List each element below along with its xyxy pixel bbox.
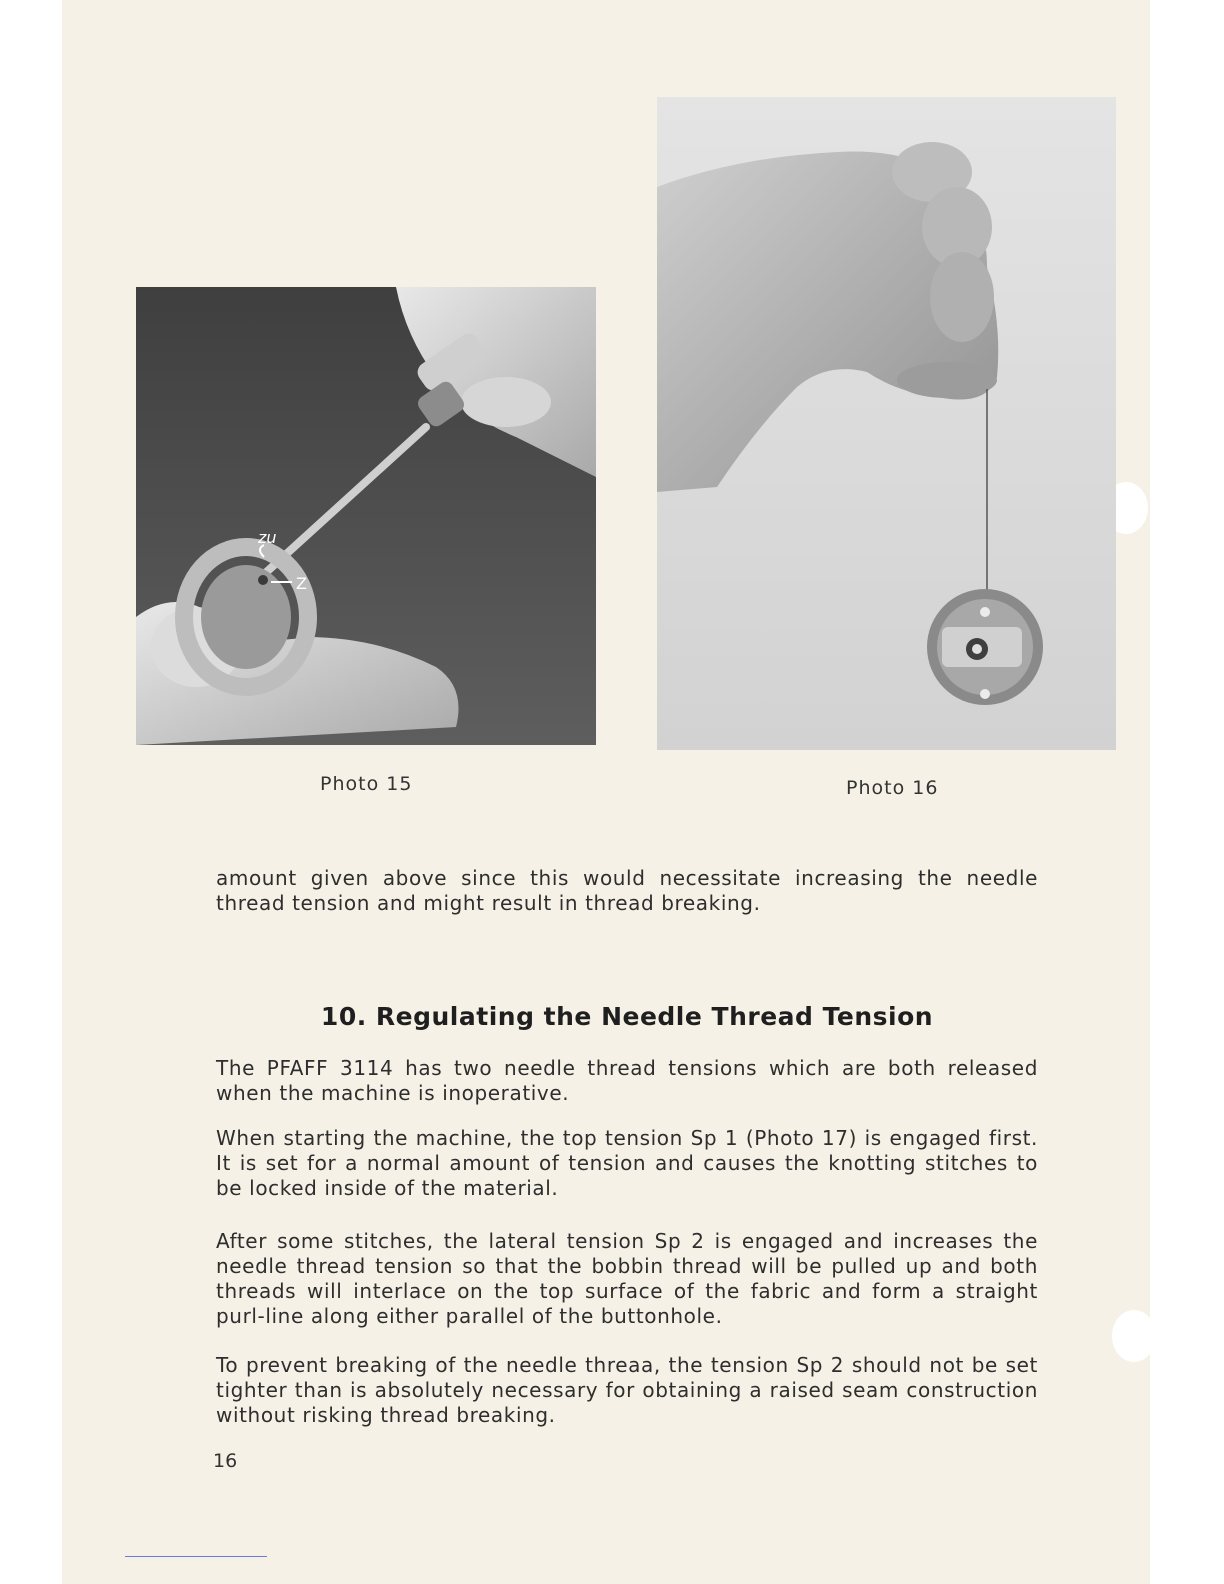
label-zu: zu (258, 528, 277, 547)
section-heading: 10. Regulating the Needle Thread Tension (320, 1002, 934, 1031)
page-number: 16 (213, 1450, 238, 1472)
hand-bobbin-case-illustration (657, 97, 1116, 750)
photo-15-image (136, 287, 596, 745)
section-paragraph: To prevent breaking of the needle threaa, the tension Sp 2 should not be set tighter than is absolutely necessary for obtaining a raised seam construction without risking thread breaking. (216, 1353, 1038, 1427)
section-paragraph: The PFAFF 3114 has two needle thread tensions which are both released when the machine is inoperative. (216, 1056, 1038, 1105)
section-paragraph: After some stitches, the lateral tension Sp 2 is engaged and increases the needle thread tension so that the bobbin thread will be pulled up and both threads will interlace on the top surface of the fabric and form a straight purl-line along either parallel of the buttonhole. (216, 1229, 1038, 1328)
binder-hole (1112, 1310, 1156, 1362)
screwdriver-bobbin-case-illustration (136, 287, 596, 745)
footer-rule (125, 1556, 267, 1557)
intro-paragraph: amount given above since this would necessitate increasing the needle thread tension and might result in thread breaking. (216, 866, 1038, 915)
photo-16-caption: Photo 16 (846, 777, 939, 799)
photo-16-image (657, 97, 1116, 750)
section-paragraph: When starting the machine, the top tension Sp 1 (Photo 17) is engaged first. It is set for a normal amount of tension and causes the knotting stitches to be locked inside of the material. (216, 1126, 1038, 1200)
label-z: Z (296, 574, 307, 593)
photo-15-caption: Photo 15 (320, 773, 413, 795)
